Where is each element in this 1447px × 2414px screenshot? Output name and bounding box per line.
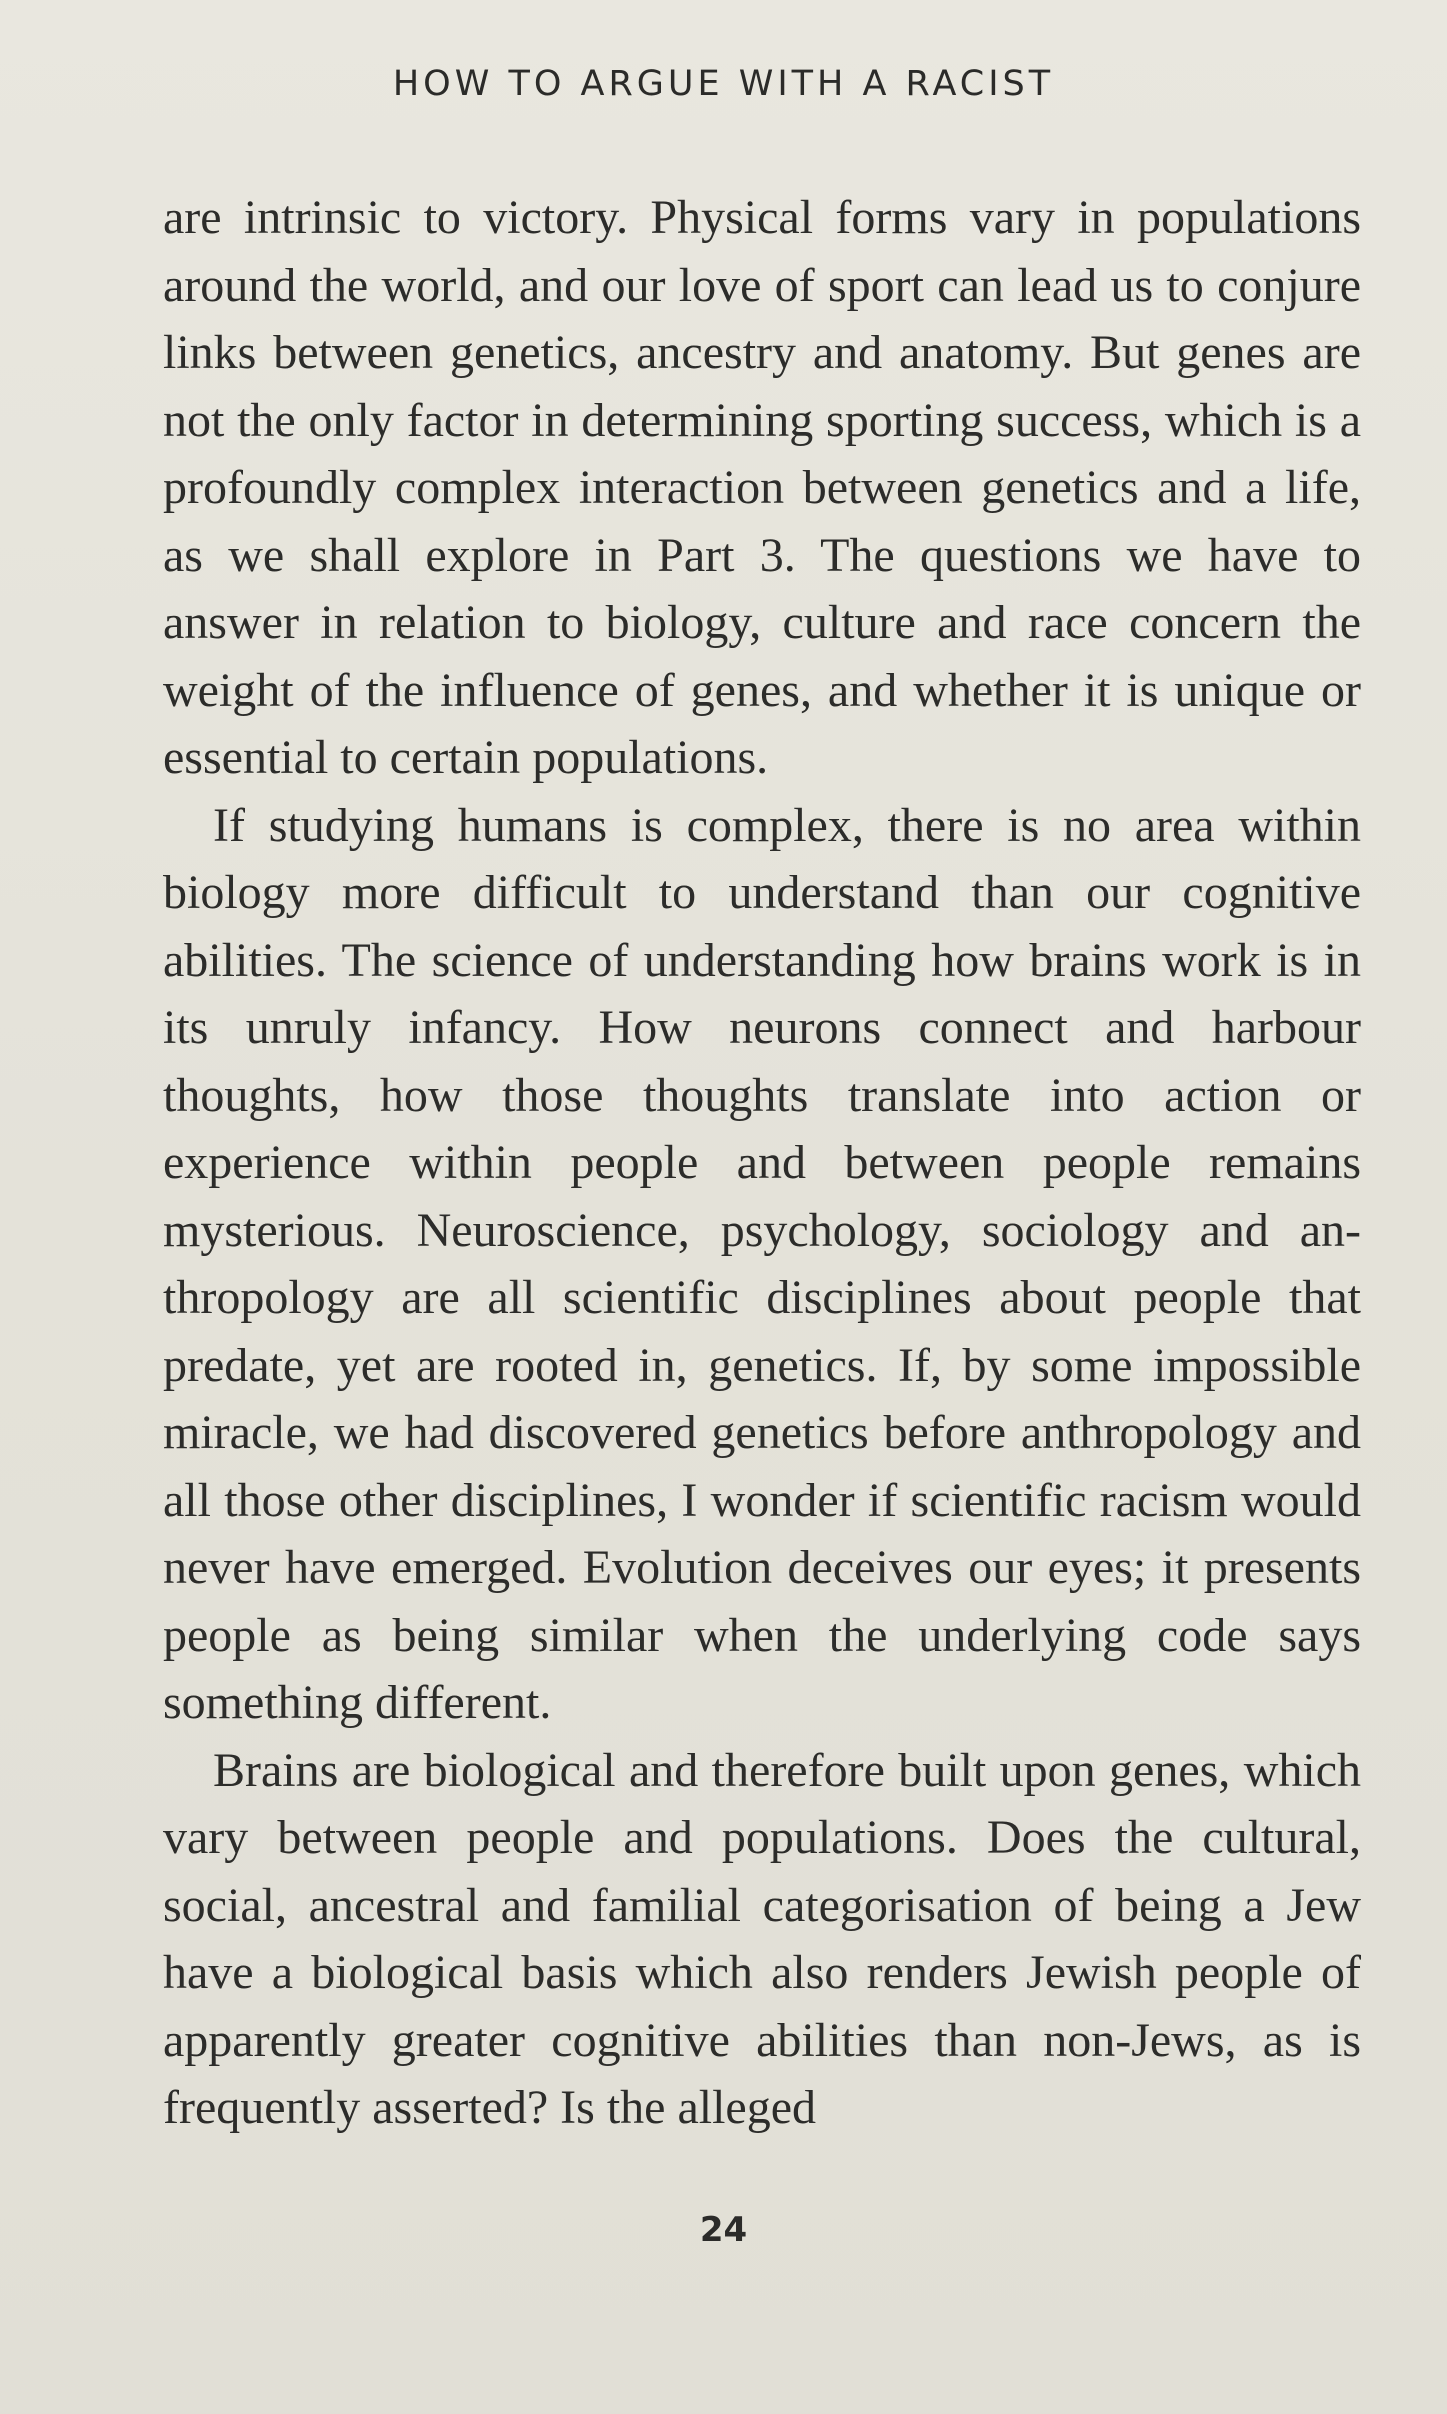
running-head: HOW TO ARGUE WITH A RACIST	[392, 64, 1055, 104]
paragraph-continued: are intrinsic to victory. Physical forms vary in populations around the world, and our love of sport can lead us to conjure links between genetics, ancestry and anatomy. But genes are not the only factor in determining sporting success, which is a profoundly complex interaction between genetics and a life, as we shall explore in Part 3. The questions we have to answer in relation to biology, culture and race concern the weight of the influence of genes, and whether it is unique or essential to certain populations.	[163, 191, 1361, 784]
body-text	[163, 184, 1361, 2142]
page-number: 24	[699, 2210, 748, 2250]
paragraph: If studying humans is complex, there is no area within biology more difficult to understand than our cognitive abilities. The science of understanding how brains work is in its unruly infancy. How neurons connect and harbour thoughts, how those thoughts translate into action or experience within people and between people remains mysterious. Neuroscience, psychology, sociology and anthropology are all scientific disciplines about people that predate, yet are rooted in, genetics. If, by some impossible miracle, we had discovered genetics before anthropology and all those other disciplines, I wonder if scientific racism would never have emerged. Evolution deceives our eyes; it presents people as being similar when the underlying code says something different.	[163, 798, 1361, 1729]
paragraph: Brains are biological and therefore built upon genes, which vary between people and populations. Does the cultural, social, ancestral and familial categorisation of being a Jew have a biological basis which also renders Jewish people of apparently greater cognitive abilities than non-Jews, as is frequently asserted? Is the alleged	[163, 1743, 1361, 2134]
